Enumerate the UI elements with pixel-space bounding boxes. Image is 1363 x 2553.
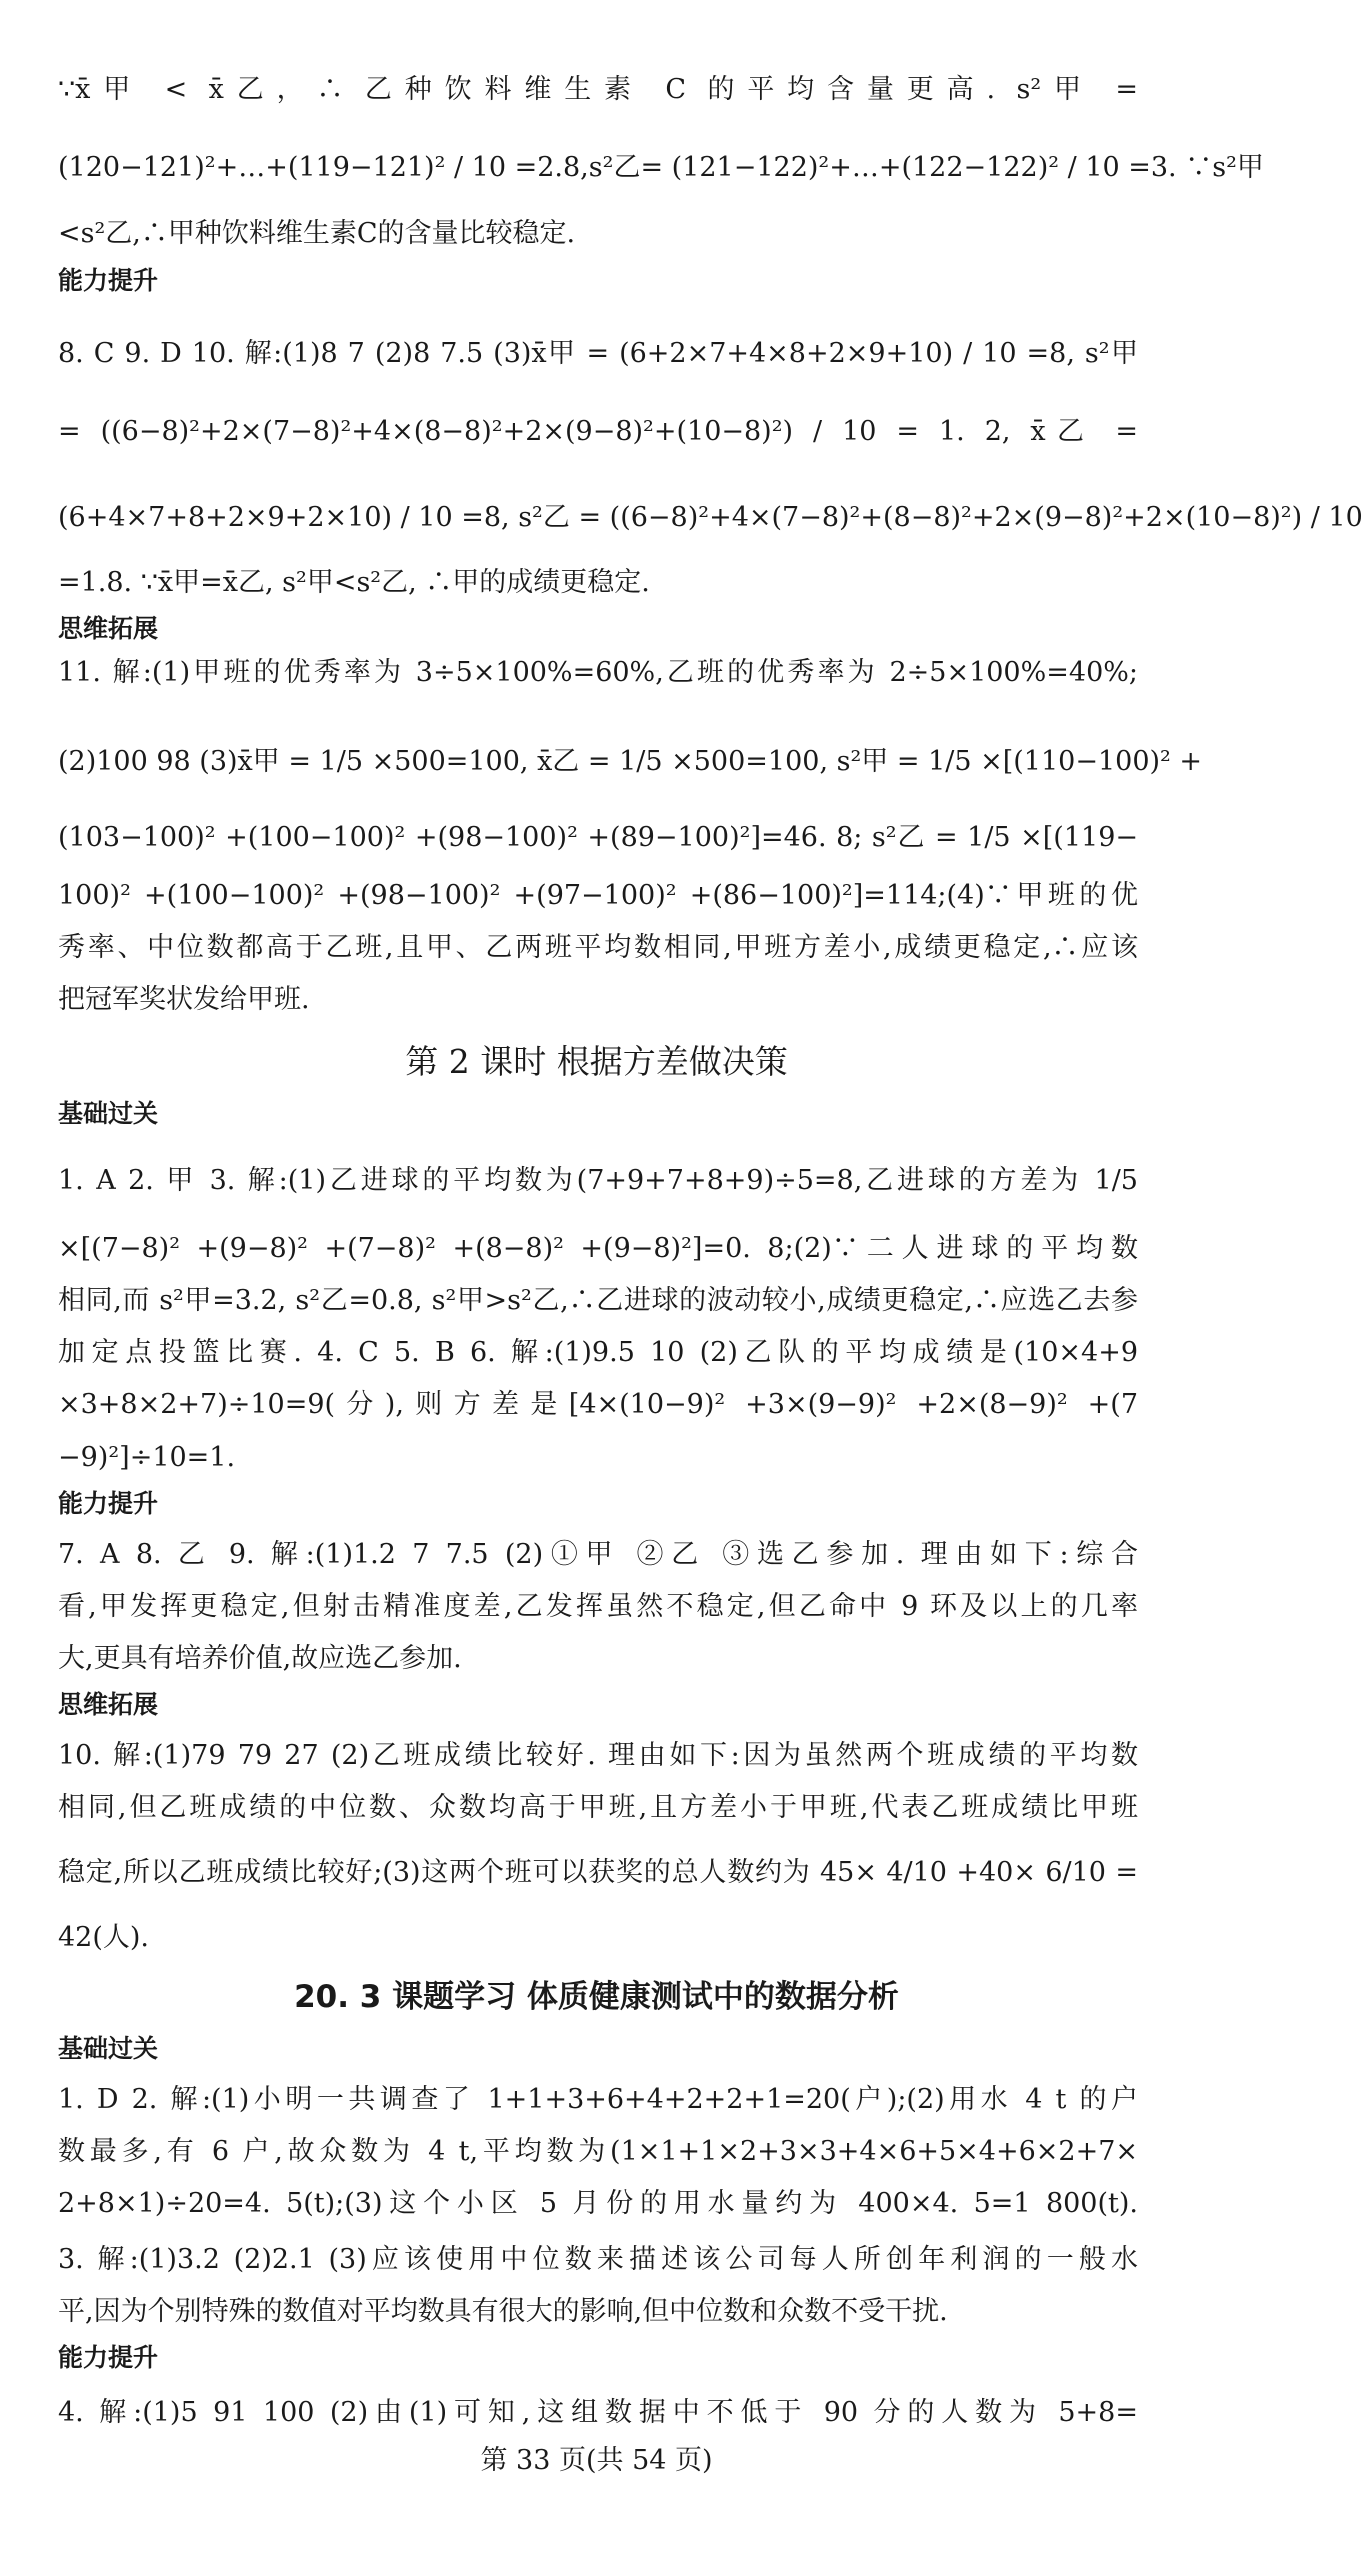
text-line: −9)²]÷10=1. <box>58 1442 236 1473</box>
text-line: (6+4×7+8+2×9+2×10) / 10 =8, s²乙 = ((6−8)²+4×(7−8)²+(8−8)²+2×(9−8)²+2×(10−8)²) / 10 <box>58 502 1363 533</box>
text-line: ×3+8×2+7)÷10=9(分),则方差是[4×(10−9)² +3×(9−9)² +2×(8−9)² +(7 <box>58 1389 1138 1420</box>
text-line: ×[(7−8)² +(9−8)² +(7−8)² +(8−8)² +(9−8)²]=0. 8;(2)∵二人进球的平均数 <box>58 1233 1138 1264</box>
text-line: 加定点投篮比赛. 4. C 5. B 6. 解:(1)9.5 10 (2)乙队的平均成绩是(10×4+9 <box>58 1337 1138 1368</box>
text-line: 秀率、中位数都高于乙班,且甲、乙两班平均数相同,甲班方差小,成绩更稳定,∴应该 <box>58 932 1138 963</box>
text-line: 稳定,所以乙班成绩比较好;(3)这两个班可以获奖的总人数约为 45× 4/10 +40× 6/10 = <box>58 1857 1138 1888</box>
lesson-title: 第 2 课时 根据方差做决策 <box>405 1042 788 1081</box>
text-line: = ((6−8)²+2×(7−8)²+4×(8−8)²+2×(9−8)²+(10−8)²) / 10 = 1. 2, x̄乙 = <box>58 416 1138 447</box>
text-line: ∵x̄甲 < x̄乙，∴ 乙种饮料维生素 C 的平均含量更高. s²甲 = <box>58 74 1138 105</box>
text-line: (103−100)² +(100−100)² +(98−100)² +(89−100)²]=46. 8; s²乙 = 1/5 ×[(119− <box>58 822 1138 853</box>
lesson-title: 20. 3 课题学习 体质健康测试中的数据分析 <box>294 1979 899 2015</box>
section-heading: 基础过关 <box>58 2034 159 2063</box>
page-footer: 第 33 页(共 54 页) <box>480 2445 713 2476</box>
text-line: 100)² +(100−100)² +(98−100)² +(97−100)² +(86−100)²]=114;(4)∵甲班的优 <box>58 880 1138 911</box>
text-line: 相同,而 s²甲=3.2, s²乙=0.8, s²甲>s²乙,∴乙进球的波动较小,成绩更稳定,∴应选乙去参 <box>58 1285 1138 1316</box>
text-line: 1. A 2. 甲 3. 解:(1)乙进球的平均数为(7+9+7+8+9)÷5=8,乙进球的方差为 1/5 <box>58 1165 1138 1196</box>
section-heading: 思维拓展 <box>58 614 159 643</box>
text-line: 2+8×1)÷20=4. 5(t);(3)这个小区 5 月份的用水量约为 400×4. 5=1 800(t). <box>58 2188 1138 2219</box>
text-line: 数最多,有 6 户,故众数为 4 t,平均数为(1×1+1×2+3×3+4×6+5×4+6×2+7× <box>58 2136 1138 2167</box>
section-heading: 能力提升 <box>58 266 159 295</box>
text-line: 3. 解:(1)3.2 (2)2.1 (3)应该使用中位数来描述该公司每人所创年利润的一般水 <box>58 2244 1138 2275</box>
text-line: (2)100 98 (3)x̄甲 = 1/5 ×500=100, x̄乙 = 1/5 ×500=100, s²甲 = 1/5 ×[(110−100)² + <box>58 746 1203 777</box>
text-line: 大,更具有培养价值,故应选乙参加. <box>58 1643 462 1674</box>
text-line: 42(人). <box>58 1922 150 1953</box>
section-heading: 能力提升 <box>58 1489 159 1518</box>
text-line: <s²乙,∴甲种饮料维生素C的含量比较稳定. <box>58 218 576 249</box>
text-line: 7. A 8. 乙 9. 解:(1)1.2 7 7.5 (2)①甲 ②乙 ③选乙参加. 理由如下:综合 <box>58 1539 1138 1570</box>
section-heading: 基础过关 <box>58 1099 159 1128</box>
text-line: (120−121)²+…+(119−121)² / 10 =2.8,s²乙= (121−122)²+…+(122−122)² / 10 =3. ∵s²甲 <box>58 152 1264 183</box>
text-line: 平,因为个别特殊的数值对平均数具有很大的影响,但中位数和众数不受干扰. <box>58 2296 948 2327</box>
text-line: 10. 解:(1)79 79 27 (2)乙班成绩比较好. 理由如下:因为虽然两个班成绩的平均数 <box>58 1740 1138 1771</box>
text-line: 11. 解:(1)甲班的优秀率为 3÷5×100%=60%,乙班的优秀率为 2÷5×100%=40%; <box>58 657 1138 688</box>
text-line: =1.8. ∵x̄甲=x̄乙, s²甲<s²乙, ∴甲的成绩更稳定. <box>58 567 650 598</box>
text-line: 8. C 9. D 10. 解:(1)8 7 (2)8 7.5 (3)x̄甲 = (6+2×7+4×8+2×9+10) / 10 =8, s²甲 <box>58 338 1138 369</box>
text-line: 看,甲发挥更稳定,但射击精准度差,乙发挥虽然不稳定,但乙命中 9 环及以上的几率 <box>58 1591 1138 1622</box>
section-heading: 能力提升 <box>58 2343 159 2372</box>
text-line: 相同,但乙班成绩的中位数、众数均高于甲班,且方差小于甲班,代表乙班成绩比甲班 <box>58 1792 1138 1823</box>
text-line: 4. 解:(1)5 91 100 (2)由(1)可知,这组数据中不低于 90 分的人数为 5+8= <box>58 2397 1138 2428</box>
text-line: 把冠军奖状发给甲班. <box>58 984 310 1015</box>
section-heading: 思维拓展 <box>58 1690 159 1719</box>
text-line: 1. D 2. 解:(1)小明一共调查了 1+1+3+6+4+2+2+1=20(户);(2)用水 4 t 的户 <box>58 2084 1138 2115</box>
